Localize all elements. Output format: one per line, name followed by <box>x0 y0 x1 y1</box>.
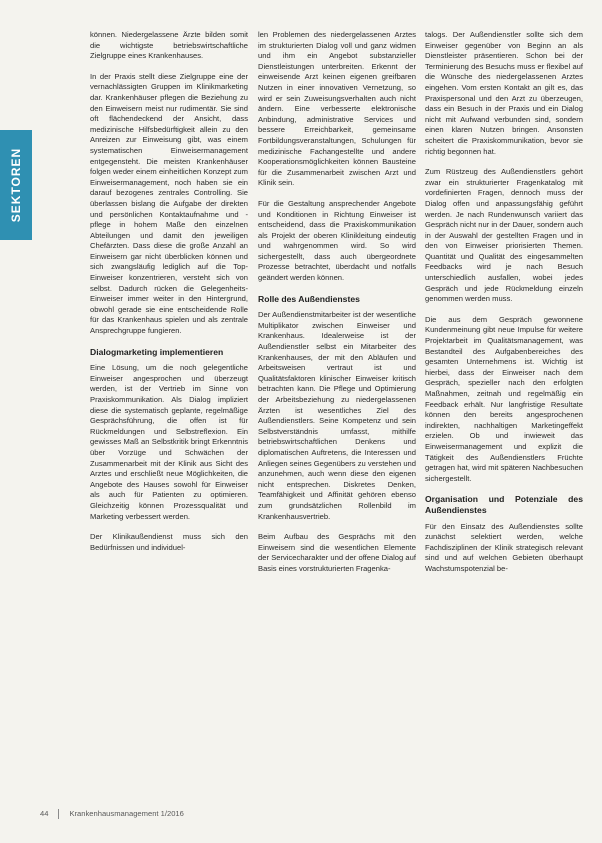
subheading: Rolle des Außendienstes <box>258 293 360 304</box>
paragraph: Beim Aufbau des Gesprächs mit den Einweisern sind die wesentlichen Elemente der Servicecharakter und der offene Dialog auf Basis eines vorstrukturierten Fragenka- <box>258 532 416 573</box>
paragraph: können. Niedergelassene Ärzte bilden somit die wichtigste betriebswirtschaftliche Zielgruppe eines Krankenhauses. <box>90 30 248 61</box>
subheading: Dialogmarketing implementieren <box>90 346 224 357</box>
paragraph: In der Praxis stellt diese Zielgruppe eine der vernachlässigten Gruppen im Klinikmarketing dar. Krankenhäuser pflegen die Beziehung zu den Einweisern meist nur rudimentär. Sie sind oft flächendeckend der Ansicht, dass medizinische Hilfsbedürftigkeit allein zu den Anreizen zur Einweisung gibt, was einem systematischen Einweisermanagement entgegensteht. Die meisten Krankenhäuser folgen weder einem einheitlichen Konzept zum Einweisermanagement, noch haben sie ein darauf bezogenes zentrales Controlling. Sie überlassen bislang die Aufgabe der direkten und persönlichen Kontaktaufnahme und -pflege in hohem Maße den einzelnen Abteilungen und damit den jeweiligen Chefärzten. Dass diese die große Anzahl an Einweisern gar nicht überblicken können und sich zwangsläufig lediglich auf die Top-Einweiser konzentrieren, versteht sich von selbst. Dadurch rücken die Gelegenheits-Einweiser immer weiter in den Hintergrund, obwohl gerade sie eine entscheidende Rolle für das Krankenhaus spielen und als zentrale Ansprechgruppe fungieren. <box>90 71 248 336</box>
section-tab <box>0 130 32 240</box>
text-column-2 <box>258 30 416 585</box>
journal-name: Krankenhausmanagement 1/2016 <box>69 809 184 818</box>
paragraph: Der Außendienstmitarbeiter ist der wesentliche Multiplikator zwischen Einweiser und Krankenhaus. Idealerweise ist der Außendienstler selbst ein Mitarbeiter des Krankenhauses, der mit den Abläufen und Arbeitsweisen vertraut ist und Qualitätsfaktoren klinischer Einweiser kritisch betrachten kann. Die Pflege und Optimierung der Arbeitsbeziehung zu niedergelassenen Ärzten ist wesentliches Ziel des Außendienstlers. Seine Kompetenz und sein Selbstverständnis umfasst, mithilfe betriebswirtschaftlichen Denkens und diplomatischen Auftretens, die Interessen und Anliegen seines Gegenübers zu verstehen und anzunehmen, auch wenn diese den eigenen nicht entsprechen. Diskretes Denken, Teamfähigkeit und Affinität gehören ebenso zum grundsätzlichen Rollenbild im Krankenhausvertrieb. <box>258 310 416 521</box>
footer-divider <box>58 809 59 819</box>
paragraph: Die aus dem Gespräch gewonnene Kundenmeinung gibt neue Impulse für weitere Projektarbeit im Qualitätsmanagement, was Bestandteil des Aufgabenbereiches des gesamten Unternehmens ist. Wichtig ist hierbei, dass der Einweiser nach dem Gespräch, spezieller nach den erfolgten Maßnahmen, zeitnah und regelmäßig ein Feedback erhält. Nur langfristige Resultate können den bereits angesprochenen indirekten, nachhaltigen Marketingeffekt erzielen. Ob und inwieweit das Einweisermanagement und explizit die Tätigkeit des Außendienstlers Früchte getragen hat, wird mit späteren Nachbesuchen sichergestellt. <box>425 314 583 483</box>
text-column-1 <box>90 30 248 563</box>
paragraph: Zum Rüstzeug des Außendienstlers gehört zwar ein strukturierter Fragenkatalog mit vordefinierten Fragen, dennoch muss der Dialog offen und anpassungsfähig geführt werden. Je nach Rundenwunsch variiert das Gespräch nicht nur in der Dauer, sondern auch in der Auswahl der gestellten Fragen und in den von Einweiser priorisierten Themen. Quantität und Qualität des eingesammelten Feedbacks wird je nach Besuch unterschiedlich ausfallen, wobei jedes Gespräch und jede Rückmeldung einzeln genommen werden muss. <box>425 167 583 304</box>
page-number: 44 <box>40 809 49 818</box>
text-column-3 <box>425 30 583 585</box>
section-tab-label: SEKTOREN <box>9 147 23 223</box>
subheading: Organisation und Potenziale des Außendienstes <box>425 494 583 515</box>
paragraph: len Problemen des niedergelassenen Arztes im strukturierten Dialog voll und ganz widmen und ihm ein Angebot substanzieller Dienstleistungen unterbreiten. Erkennt der einweisende Arzt keinen eigenen greifbaren Nutzen in einer innovativen Vernetzung, so wird er sein Zuweisungsverhalten auch nicht ändern. Eine verbesserte elektronische Anbindung, administrative Services und bessere Erreichbarkeit, gemeinsame Fortbildungsveranstaltungen, Schulungen für medizinische Fachangestellte und andere Kooperationsmöglichkeiten können Bausteine für die Zusammenarbeit zwischen Arzt und Klinik sein. <box>258 30 416 188</box>
paragraph: Eine Lösung, um die noch gelegentliche Einweiser angesprochen und überzeugt werden, ist der Vertrieb im Sinne von Praxiskommunikation. Als Dialog impliziert diese die systematisch geplante, regelmäßige Gesprächsführung, die offen ist für Rückmeldungen und Selbstreflexion. Ein gewisses Maß an Selbstkritik bringt Erkenntnis über Vorzüge und Schwächen der Zusammenarbeit mit der Klinik aus Sicht des Arztes und erschließt neue Möglichkeiten, die Angebote des Hauses sowohl für Einweiser als auch für Patienten zu optimieren. Gleichzeitig können Prozessqualität und Marketing verbessert werden. <box>90 363 248 521</box>
page-footer <box>40 809 184 819</box>
paragraph: Der Klinikaußendienst muss sich den Bedürfnissen und individuel- <box>90 532 248 552</box>
paragraph: Für die Gestaltung ansprechender Angebote und Konditionen in Richtung Einweiser ist entscheidend, dass die Praxiskommunikation als Projekt der oberen Klinikleitung eindeutig und wahrgenommen wird. So wird sichergestellt, dass auch übergeordnete Prozesse betrachtet, überdacht und notfalls geändert werden können. <box>258 198 416 283</box>
paragraph: talogs. Der Außendienstler sollte sich dem Einweiser gegenüber von Beginn an als Dienstleister präsentieren. Schon bei der Terminierung des Besuchs muss er flexibel auf die Wünsche des niedergelassenen Arztes eingehen. Vom ersten Kontakt an gilt es, das Praxispersonal und den Arzt zu überzeugen, dass ein Besuch in der Praxis und ein Dialog nicht mit Aufwand verbunden sind, sondern einen klaren Nutzen bringen. Ansonsten scheitert die Praxiskommunikation, bevor sie richtig begonnen hat. <box>425 30 583 156</box>
paragraph: Für den Einsatz des Außendienstes sollte zunächst selektiert werden, welche Fachdisziplinen der Klinik strategisch relevant sind und auf welchen Gebieten überhaupt Wachstumspotenzial be- <box>425 521 583 573</box>
